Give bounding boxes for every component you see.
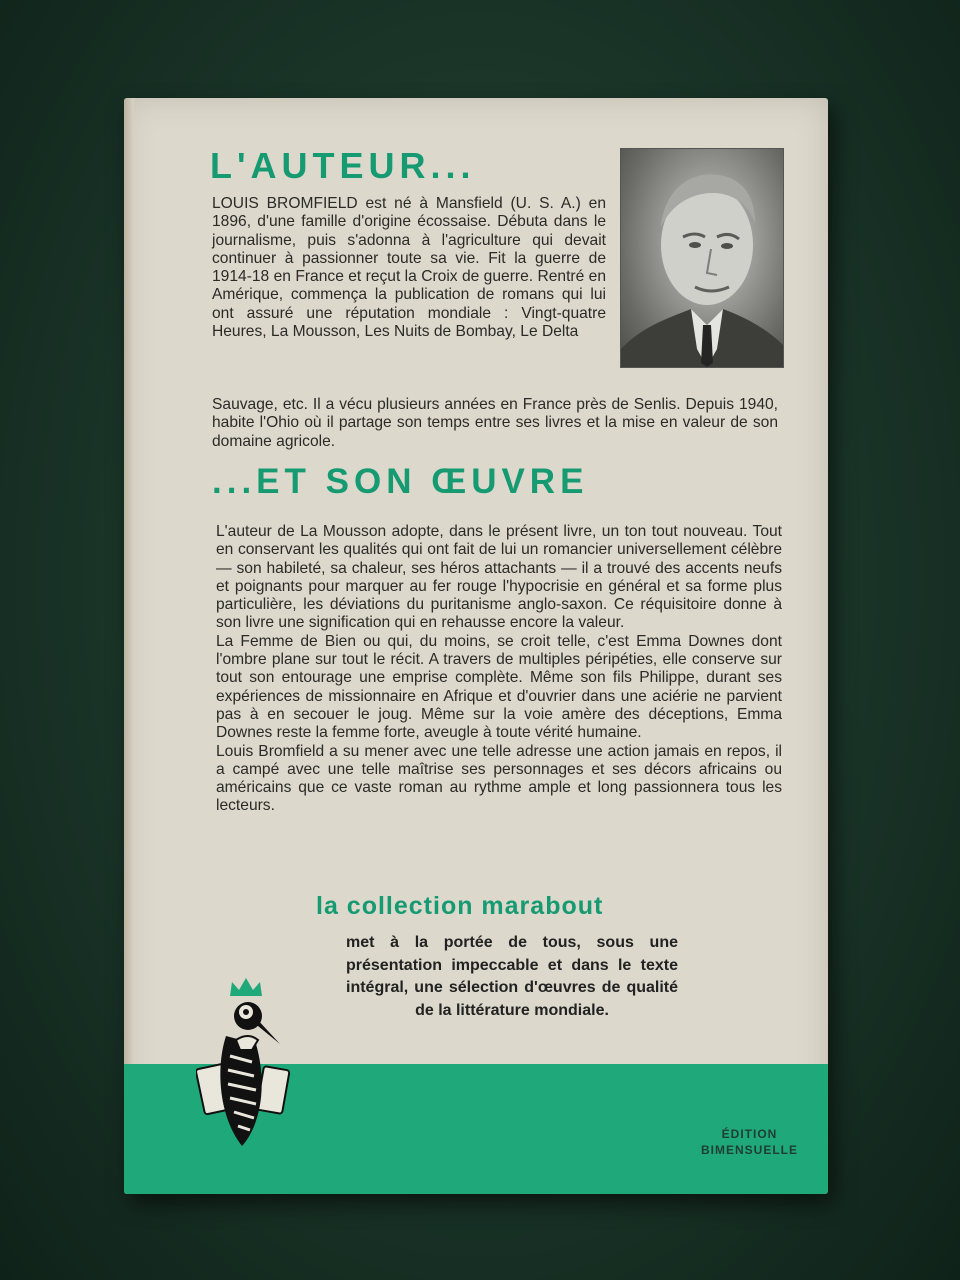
work-description [216,523,782,816]
work-heading: ...ET SON ŒUVRE [212,462,589,501]
book-back-cover [124,98,828,1194]
collection-text: met à la portée de tous, sous une présentation impeccable et dans le texte intégral, une sélection d'œuvres de qualité de la littérature mondiale. [346,934,678,1019]
edition-label [701,1126,798,1158]
author-bio-continued: Sauvage, etc. Il a vécu plusieurs années en France près de Senlis. Depuis 1940, habite l'Ohio où il partage son temps entre ses livres et la mise en valeur de son domaine agricole. [212,396,778,450]
edition-line-2: BIMENSUELLE [700,1143,798,1157]
author-bio: LOUIS BROMFIELD est né à Mansfield (U. S. A.) en 1896, d'une famille d'origine écossaise. Débuta dans le journalisme, puis s'adonna à l'agriculture qui devait continuer à passionner toute sa vie. Fit la guerre de 1914-18 en France et reçut la Croix de guerre. Rentré en Amérique, commença la publication de romans qui lui ont assuré une réputation mondiale : Vingt-quatre Heures, La Mousson, Les Nuits de Bombay, Le Delta [212,195,606,341]
work-paragraph-1: L'auteur de La Mousson adopte, dans le présent livre, un ton tout nouveau. Tout en conservant les qualités qui ont fait de lui un romancier universellement célèbre — son habileté, sa chaleur, ses héros attachants — il a trouvé des accents neufs et poignants pour marquer au fer rouge l'hypocrisie en général et sa forme plus particulière, les déviations du puritanisme anglo-saxon. Ce réquisitoire donne à son livre une signification qui en rehausse encore la valeur. [216,523,782,632]
author-heading: L'AUTEUR... [210,145,476,186]
marabout-bird-logo [196,996,296,1156]
edition-line-1: ÉDITION [721,1127,778,1141]
work-paragraph-2: La Femme de Bien ou qui, du moins, se croit telle, c'est Emma Downes dont l'ombre plane sur tout le récit. A travers de multiples péripéties, elle conserve sur tout son entourage une emprise complète. Même son fils Philippe, durant ses expériences de missionnaire en Afrique et d'ouvrier dans une aciérie ne parvient pas à en secouer le joug. Même sur la voie amère des déceptions, Emma Downes reste la femme forte, aveugle à toute vérité humaine. [216,632,782,742]
work-paragraph-3: Louis Bromfield a su mener avec une telle adresse une action jamais en repos, il a campé avec une telle maîtrise ses personnages et ses décors africains ou américains que ce vaste roman au rythme ample et long passionnera tous les lecteurs. [216,742,782,815]
author-portrait-photo [620,148,784,368]
spine-edge [124,98,134,1194]
collection-title: la collection marabout [316,892,604,920]
